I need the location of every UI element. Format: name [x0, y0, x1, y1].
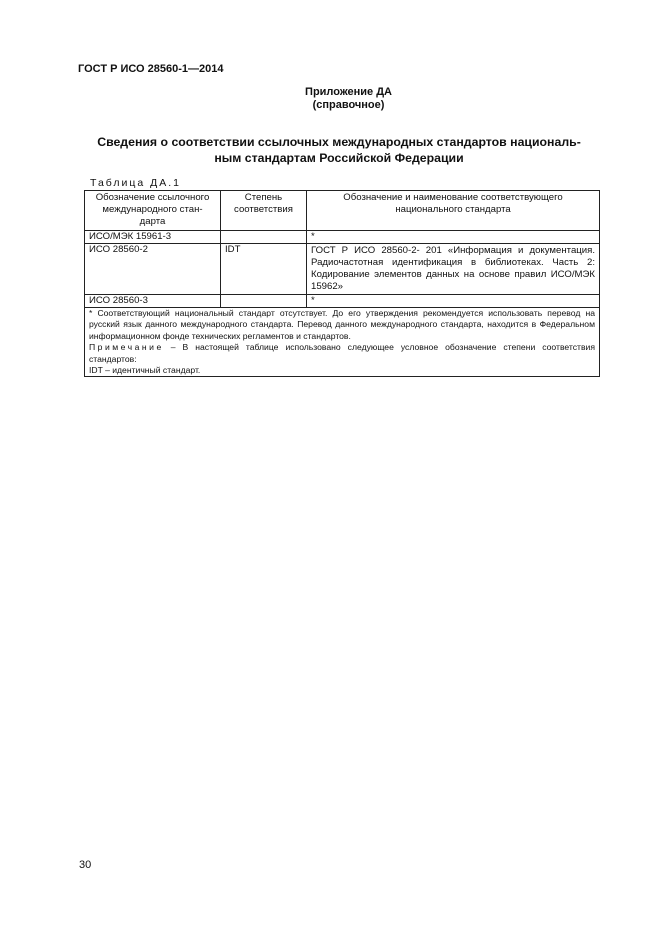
annex-title: Приложение ДА [305, 86, 392, 98]
cell-national: ГОСТ Р ИСО 28560-2- 201 «Информация и документация. Радиочастотная идентификация в библиотеках. Часть 2: Кодирование элементов данных на основе правил ИСО/МЭК 15962» [307, 244, 600, 295]
cell-degree [221, 295, 307, 308]
table-row [85, 231, 600, 244]
cell-national: * [307, 231, 600, 244]
note-label: Примечание [89, 342, 164, 353]
table-footnote [85, 308, 600, 377]
correspondence-table [84, 190, 600, 377]
page-number: 30 [79, 859, 92, 871]
footnote-text: * Соответствующий национальный стандарт отсутствует. До его утверждения рекомендуется использовать перевод на русский язык данного международного стандарта. Перевод данного международного стандарта, находится в Федеральном информационном фонде технических регламентов и стандартов. [89, 308, 595, 341]
note-paragraph [89, 342, 595, 365]
cell-degree [221, 231, 307, 244]
table-caption: Таблица ДА.1 [90, 177, 181, 189]
cell-reference: ИСО/МЭК 15961-3 [85, 231, 221, 244]
section-title-line-2: ным стандартам Российской Федерации [214, 151, 464, 165]
idt-legend: IDT – идентичный стандарт. [89, 365, 201, 376]
header-degree: Степень соответствия [221, 191, 307, 231]
cell-reference: ИСО 28560-3 [85, 295, 221, 308]
annex-subtitle: (справочное) [312, 99, 385, 111]
note-text: – В настоящей таблице использовано следующее условное обозначение степени соответствия стандартов: [89, 342, 595, 364]
table-row [85, 295, 600, 308]
cell-reference: ИСО 28560-2 [85, 244, 221, 295]
cell-degree: IDT [221, 244, 307, 295]
header-national-standard: Обозначение и наименование соответствующего национального стандарта [307, 191, 600, 231]
section-title [80, 134, 598, 166]
table-header-row [85, 191, 600, 231]
cell-national: * [307, 295, 600, 308]
header-reference-standard: Обозначение ссылочного международного стан-дарта [85, 191, 221, 231]
document-code: ГОСТ Р ИСО 28560-1—2014 [78, 63, 224, 75]
table-row [85, 244, 600, 295]
table-footnote-row [85, 308, 600, 377]
section-title-line-1: Сведения о соответствии ссылочных международных стандартов националь- [97, 135, 581, 149]
